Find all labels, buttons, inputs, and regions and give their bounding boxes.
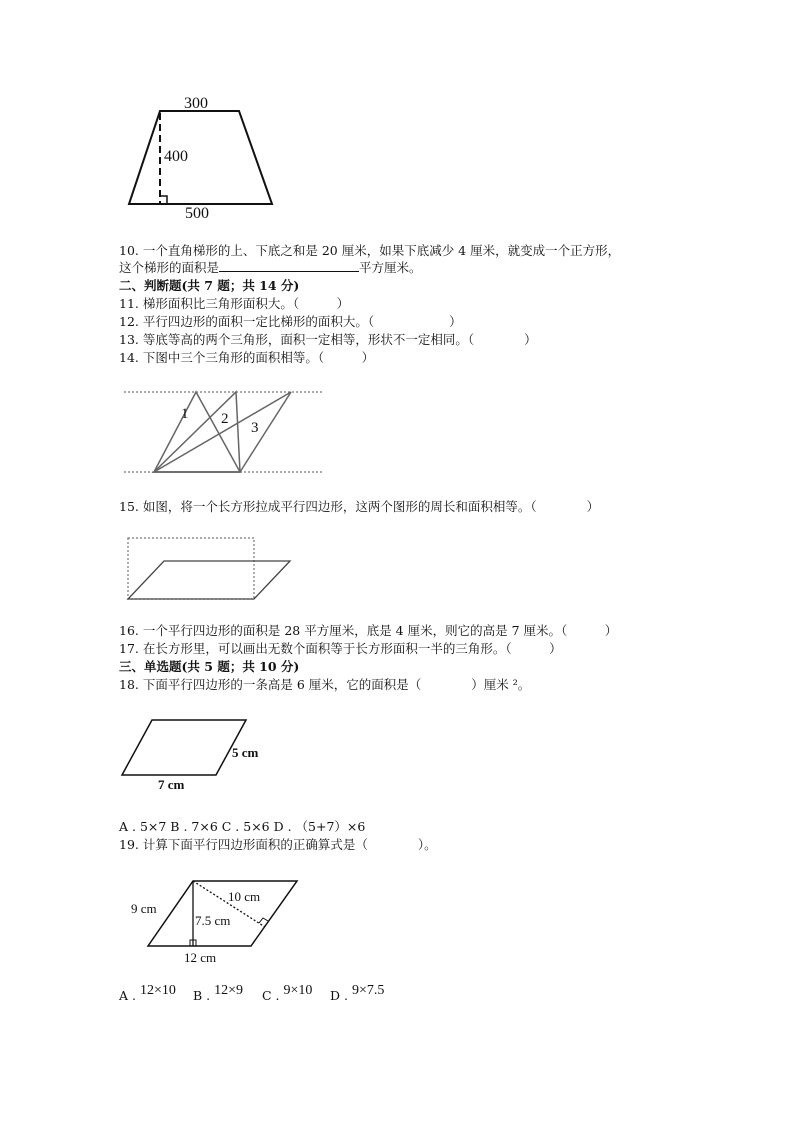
trapezoid-height-label: 400 [164,148,188,165]
triangle-label-1: 1 [181,406,189,422]
question-16: 16. 一个平行四边形的面积是 28 平方厘米，底是 4 厘米，则它的高是 7 厘米。（ ） [119,623,618,638]
question-19: 19. 计算下面平行四边形面积的正确算式是（ ）。 [119,837,437,852]
question-10-line1: 10. 一个直角梯形的上、下底之和是 20 厘米，如果下底减少 4 厘米，就变成一个正方形， [119,243,621,258]
section-title-judgement: 二、判断题(共 7 题；共 14 分) [119,278,300,293]
question-15: 15. 如图，将一个长方形拉成平行四边形，这两个图形的周长和面积相等。（ ） [119,499,600,514]
option-expr: 9×10 [283,983,313,998]
trapezoid-top-label: 300 [184,95,208,112]
question-18: 18. 下面平行四边形的一条高是 6 厘米，它的面积是（ ）厘米 ²。 [119,677,531,692]
option-letter: B . [193,988,211,1003]
option-expr: 9×7.5 [351,983,385,998]
height-label: 7.5 cm [195,913,231,928]
option-letter: D . [330,988,348,1003]
diagonal-height-label: 10 cm [228,889,261,904]
question-17: 17. 在长方形里，可以画出无数个面积等于长方形面积一半的三角形。（ ） [119,641,562,656]
triangle-label-3: 3 [251,420,259,436]
option-b[interactable] [193,983,244,1005]
option-a[interactable] [119,983,176,1005]
section-title-single-choice: 三、单选题(共 5 题；共 10 分) [119,659,300,674]
question-11: 11. 梯形面积比三角形面积大。（ ） [119,296,350,311]
base-label: 7 cm [158,777,185,792]
option-c[interactable] [262,983,313,1005]
option-expr: 12×10 [139,983,176,998]
trapezoid-bottom-label: 500 [185,205,209,222]
question-10-text: 这个梯形的面积是 [119,260,220,275]
question-12: 12. 平行四边形的面积一定比梯形的面积大。（ ） [119,314,462,329]
option-letter: A . [119,988,136,1003]
question-13: 13. 等底等高的两个三角形，面积一定相等，形状不一定相同。（ ） [119,332,537,347]
option-letter: C . [262,988,280,1003]
side-label: 5 cm [232,745,259,760]
question-10-unit: 平方厘米。 [359,260,422,275]
question-14: 14. 下图中三个三角形的面积相等。（ ） [119,350,375,365]
question-18-options: A . 5×7 B . 7×6 C . 5×6 D . （5+7）×6 [119,819,366,834]
triangle-label-2: 2 [221,411,229,427]
side-label: 9 cm [131,901,157,916]
option-d[interactable] [330,983,385,1005]
option-expr: 12×9 [214,983,244,998]
base-label: 12 cm [184,950,217,965]
